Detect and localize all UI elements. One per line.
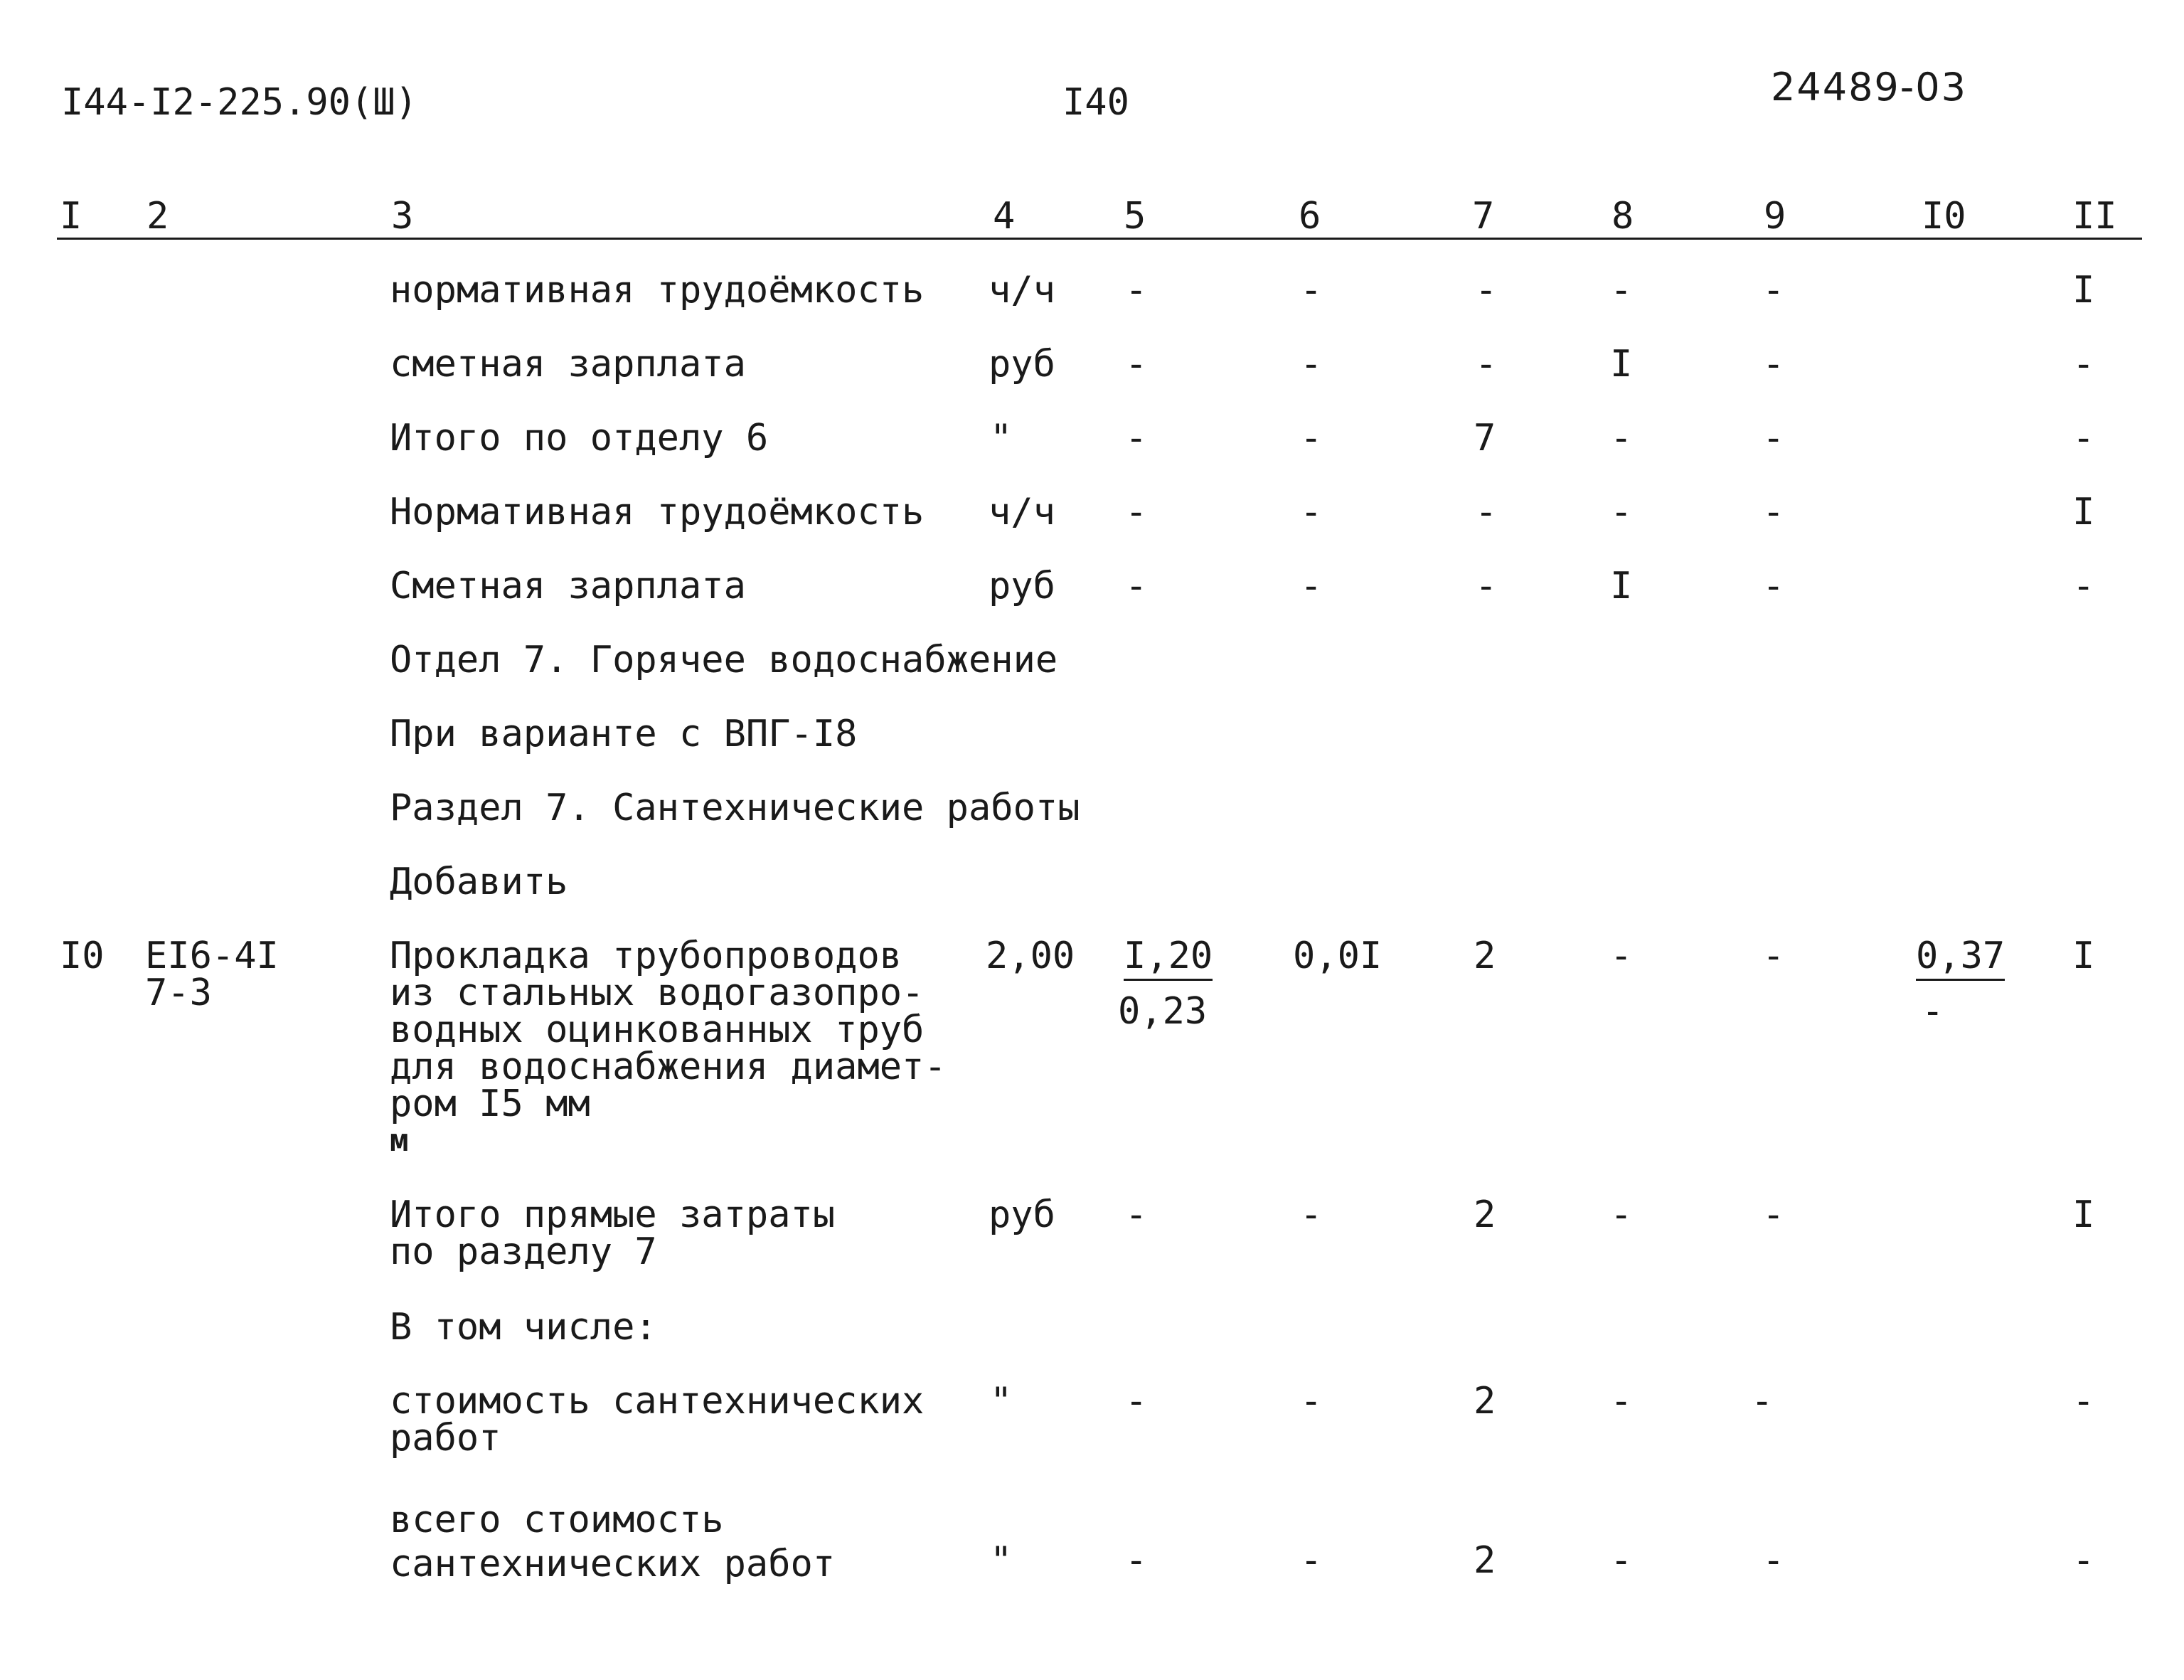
cell-col8: - (1610, 417, 1633, 459)
cell-col9: - (1762, 1539, 1785, 1582)
section-heading: При варианте с ВПГ-I8 (390, 713, 858, 755)
cell-col7: 2 (1474, 1193, 1496, 1236)
item-col10-top (1916, 935, 2005, 977)
item-unit-suffix: м (390, 1122, 409, 1159)
item-code: EI6-4I 7-3 (145, 935, 279, 1014)
column-header: II (2072, 195, 2117, 238)
row-name: стоимость сантехнических работ (390, 1380, 925, 1460)
item-col8: - (1610, 935, 1633, 977)
cell-col9: - (1762, 343, 1785, 386)
row-unit: " (990, 1380, 1013, 1423)
cell-col11: - (2072, 343, 2095, 386)
cell-col6: - (1300, 1193, 1323, 1236)
row-name: нормативная трудоёмкость (390, 269, 925, 312)
cell-col9: - (1762, 269, 1785, 312)
cell-col5: - (1125, 491, 1148, 533)
column-header: 9 (1764, 195, 1786, 238)
column-header: 2 (147, 195, 169, 238)
cell-col8: I (1610, 565, 1633, 607)
cell-col8: - (1610, 269, 1633, 312)
document-code: I44-I2-225.90(Ш) (61, 81, 417, 124)
cell-col8: - (1610, 491, 1633, 533)
cell-col11: - (2072, 565, 2095, 607)
header-rule (57, 238, 2142, 240)
cell-col11: - (2072, 417, 2095, 459)
row-name: всего стоимость сантехнических работ (390, 1499, 836, 1585)
item-col5-bottom: 0,23 (1118, 990, 1208, 1033)
cell-col9: - (1762, 565, 1785, 607)
cell-col5: - (1125, 343, 1148, 386)
item-col11: I (2072, 935, 2095, 977)
column-header: 5 (1124, 195, 1146, 238)
row-unit: " (990, 1539, 1013, 1582)
cell-col11: - (2072, 1539, 2095, 1582)
cell-col6: - (1300, 1380, 1323, 1423)
item-col9: - (1762, 935, 1785, 977)
section-heading: Добавить (390, 861, 568, 903)
item-quantity: 2,00 (986, 935, 1075, 977)
item-col10-top-value: 0,37 (1916, 935, 2005, 981)
column-header: 4 (993, 195, 1016, 238)
cell-col5: - (1125, 1193, 1148, 1236)
handwritten-code: 24489-03 (1771, 65, 1967, 110)
item-name: Прокладка трубопроводов из стальных водогазопро- водных оцинкованных труб для водоснабжения диамет- ром I5 мм (390, 935, 947, 1125)
row-unit: ч/ч (989, 491, 1055, 533)
column-header: 7 (1472, 195, 1495, 238)
cell-col9: - (1762, 491, 1785, 533)
row-unit: ч/ч (989, 269, 1055, 312)
cell-col8: - (1610, 1539, 1633, 1582)
cell-col6: - (1300, 565, 1323, 607)
cell-col6: - (1300, 269, 1323, 312)
cell-col5: - (1125, 1539, 1148, 1582)
column-header: 8 (1612, 195, 1634, 238)
cell-col9: - (1762, 1193, 1785, 1236)
section-heading: Отдел 7. Горячее водоснабжение (390, 639, 1058, 681)
row-unit: " (990, 417, 1013, 459)
cell-col7: - (1475, 565, 1498, 607)
cell-col11: I (2072, 1193, 2095, 1236)
row-unit: руб (989, 1193, 1055, 1236)
cell-col11: I (2072, 491, 2095, 533)
cell-col11: - (2072, 1380, 2095, 1423)
cell-col11: I (2072, 269, 2095, 312)
item-col5-top-value: I,20 (1124, 935, 1213, 981)
column-header: I0 (1922, 195, 1966, 238)
cell-col5: - (1125, 1380, 1148, 1423)
cell-col8: - (1610, 1193, 1633, 1236)
column-header: 6 (1299, 195, 1321, 238)
row-name: Итого прямые затраты по разделу 7 (390, 1193, 836, 1273)
cell-col7: 2 (1474, 1380, 1496, 1423)
row-name: Итого по отделу 6 (390, 417, 769, 459)
cell-col9: - (1762, 417, 1785, 459)
cell-col5: - (1125, 565, 1148, 607)
section-heading: Раздел 7. Сантехнические работы (390, 787, 1080, 829)
cell-col6: - (1300, 1539, 1323, 1582)
cell-col8: I (1610, 343, 1633, 386)
row-name: Сметная зарплата (390, 565, 746, 607)
item-col7: 2 (1474, 935, 1496, 977)
cell-col6: - (1300, 491, 1323, 533)
cell-col7: 2 (1474, 1539, 1496, 1582)
column-header: I (60, 195, 82, 238)
row-unit: руб (989, 343, 1055, 386)
item-col6: 0,0I (1293, 935, 1383, 977)
item-number: I0 (60, 935, 105, 977)
cell-col9: - (1751, 1380, 1774, 1423)
item-col5-top (1124, 935, 1213, 977)
cell-col7: - (1475, 269, 1498, 312)
cell-col7: - (1475, 491, 1498, 533)
column-header: 3 (391, 195, 414, 238)
cell-col8: - (1610, 1380, 1633, 1423)
cell-col7: - (1475, 343, 1498, 386)
cell-col6: - (1300, 343, 1323, 386)
page-number: I40 (1062, 81, 1129, 124)
row-unit: руб (989, 565, 1055, 607)
row-name: Нормативная трудоёмкость (390, 491, 925, 533)
cell-col5: - (1125, 269, 1148, 312)
cell-col6: - (1300, 417, 1323, 459)
row-name: сметная зарплата (390, 343, 746, 386)
cell-col7: 7 (1474, 417, 1496, 459)
cell-col5: - (1125, 417, 1148, 459)
section-heading: В том числе: (390, 1306, 657, 1349)
item-col10-bottom: - (1922, 990, 1944, 1033)
